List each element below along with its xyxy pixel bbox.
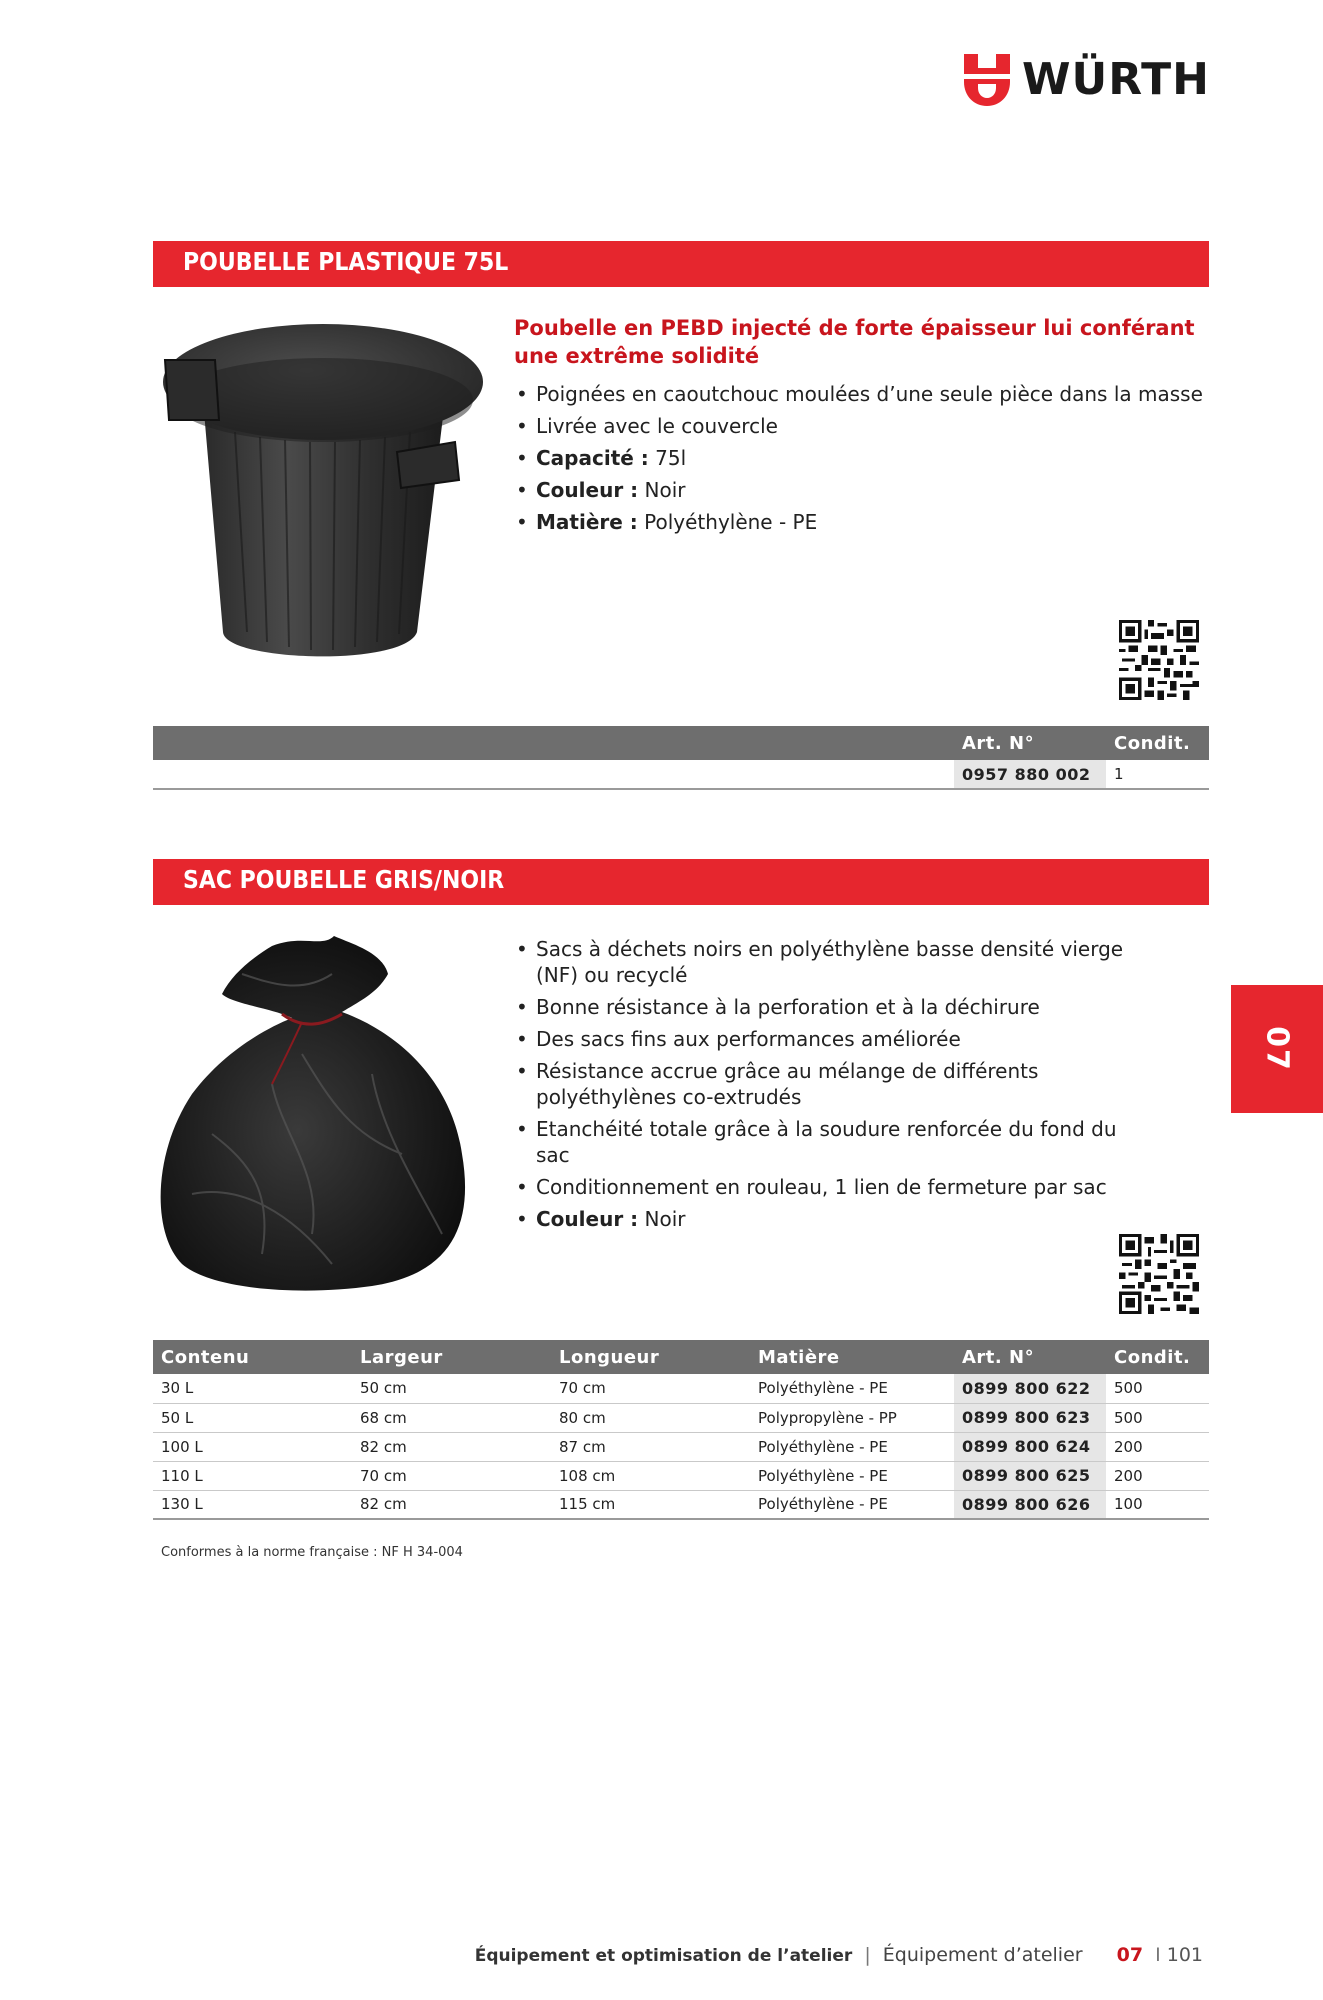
feature-item: • Conditionnement en rouleau, 1 lien de fermeture par sac xyxy=(514,1174,1154,1200)
article-number[interactable]: 0899 800 622 xyxy=(954,1374,1106,1403)
largeur-cell: 82 cm xyxy=(352,1432,551,1461)
footer-chapter: 07 xyxy=(1116,1944,1144,1966)
page-number: 101 xyxy=(1166,1944,1203,1966)
feature-item: • Couleur : Noir xyxy=(514,477,1203,503)
column-header-condit: Condit. xyxy=(1106,1340,1209,1374)
feature-item: • Couleur : Noir xyxy=(514,1206,1154,1232)
article-number[interactable]: 0899 800 624 xyxy=(954,1432,1106,1461)
table-cell-blank xyxy=(153,760,954,789)
product-subtitle: Poubelle en PEBD injecté de forte épaisseur lui conférant une extrême solidité xyxy=(514,316,1195,368)
chapter-number: 07 xyxy=(1259,1026,1295,1072)
largeur-cell: 68 cm xyxy=(352,1403,551,1432)
footer-separator: | xyxy=(864,1944,871,1966)
contenu-cell: 110 L xyxy=(153,1461,352,1490)
trash-can-image xyxy=(155,312,491,682)
chapter-tab[interactable] xyxy=(1231,985,1323,1113)
brand-name: WÜRTH xyxy=(1022,54,1211,105)
column-header-longueur: Longueur xyxy=(551,1340,750,1374)
footer-category: Équipement d’atelier xyxy=(882,1944,1083,1966)
feature-item: • Résistance accrue grâce au mélange de différents polyéthylènes co-extrudés xyxy=(514,1058,1154,1110)
condit-value: 500 xyxy=(1106,1374,1209,1403)
article-number[interactable]: 0957 880 002 xyxy=(954,760,1106,789)
table-row xyxy=(153,1403,1209,1432)
condit-value: 1 xyxy=(1106,760,1209,789)
table-row xyxy=(153,1432,1209,1461)
longueur-cell: 80 cm xyxy=(551,1403,750,1432)
wurth-logo-icon xyxy=(964,54,1010,106)
article-table xyxy=(153,1340,1209,1520)
feature-item: • Des sacs fins aux performances améliorée xyxy=(514,1026,1154,1052)
article-number[interactable]: 0899 800 626 xyxy=(954,1490,1106,1519)
table-row xyxy=(153,1490,1209,1519)
longueur-cell: 87 cm xyxy=(551,1432,750,1461)
matiere-cell: Polyéthylène - PE xyxy=(750,1374,954,1403)
matiere-cell: Polyéthylène - PE xyxy=(750,1490,954,1519)
contenu-cell: 30 L xyxy=(153,1374,352,1403)
contenu-cell: 50 L xyxy=(153,1403,352,1432)
longueur-cell: 108 cm xyxy=(551,1461,750,1490)
feature-item: • Capacité : 75l xyxy=(514,445,1203,471)
feature-item: • Sacs à déchets noirs en polyéthylène basse densité vierge (NF) ou recyclé xyxy=(514,936,1154,988)
condit-value: 100 xyxy=(1106,1490,1209,1519)
feature-item: • Bonne résistance à la perforation et à la déchirure xyxy=(514,994,1154,1020)
matiere-cell: Polypropylène - PP xyxy=(750,1403,954,1432)
contenu-cell: 130 L xyxy=(153,1490,352,1519)
garbage-bag-image xyxy=(152,934,492,1296)
longueur-cell: 115 cm xyxy=(551,1490,750,1519)
column-header-largeur: Largeur xyxy=(352,1340,551,1374)
column-header-matiere: Matière xyxy=(750,1340,954,1374)
feature-item: • Etanchéité totale grâce à la soudure renforcée du fond du sac xyxy=(514,1116,1154,1168)
column-header-contenu: Contenu xyxy=(153,1340,352,1374)
longueur-cell: 70 cm xyxy=(551,1374,750,1403)
contenu-cell: 100 L xyxy=(153,1432,352,1461)
qr-code-icon[interactable] xyxy=(1119,1234,1199,1314)
wurth-logo xyxy=(964,52,1210,108)
article-number[interactable]: 0899 800 625 xyxy=(954,1461,1106,1490)
feature-item: • Matière : Polyéthylène - PE xyxy=(514,509,1203,535)
condit-value: 200 xyxy=(1106,1432,1209,1461)
feature-item: • Livrée avec le couvercle xyxy=(514,413,1203,439)
matiere-cell: Polyéthylène - PE xyxy=(750,1432,954,1461)
footer-section: Équipement et optimisation de l’atelier xyxy=(474,1946,853,1966)
article-number[interactable]: 0899 800 623 xyxy=(954,1403,1106,1432)
column-header-condit: Condit. xyxy=(1106,726,1209,760)
section-header-sac xyxy=(153,859,1209,905)
table-row xyxy=(153,1374,1209,1403)
condit-value: 200 xyxy=(1106,1461,1209,1490)
article-table xyxy=(153,726,1209,790)
page-footer xyxy=(475,1944,1203,1966)
norm-footnote: Conformes à la norme française : NF H 34-004 xyxy=(161,1545,463,1560)
largeur-cell: 70 cm xyxy=(352,1461,551,1490)
table-header-blank xyxy=(153,726,954,760)
matiere-cell: Polyéthylène - PE xyxy=(750,1461,954,1490)
section-title: POUBELLE PLASTIQUE 75L xyxy=(183,247,509,276)
feature-list xyxy=(514,936,1154,1238)
table-row xyxy=(153,760,1209,789)
feature-list xyxy=(514,381,1203,541)
table-row xyxy=(153,1461,1209,1490)
qr-code-icon[interactable] xyxy=(1119,620,1199,700)
section-header-poubelle xyxy=(153,241,1209,287)
largeur-cell: 50 cm xyxy=(352,1374,551,1403)
column-header-art: Art. N° xyxy=(954,1340,1106,1374)
feature-item: • Poignées en caoutchouc moulées d’une seule pièce dans la masse xyxy=(514,381,1203,407)
largeur-cell: 82 cm xyxy=(352,1490,551,1519)
column-header-art: Art. N° xyxy=(954,726,1106,760)
footer-page-separator: I xyxy=(1155,1944,1161,1966)
condit-value: 500 xyxy=(1106,1403,1209,1432)
section-title: SAC POUBELLE GRIS/NOIR xyxy=(183,865,505,894)
